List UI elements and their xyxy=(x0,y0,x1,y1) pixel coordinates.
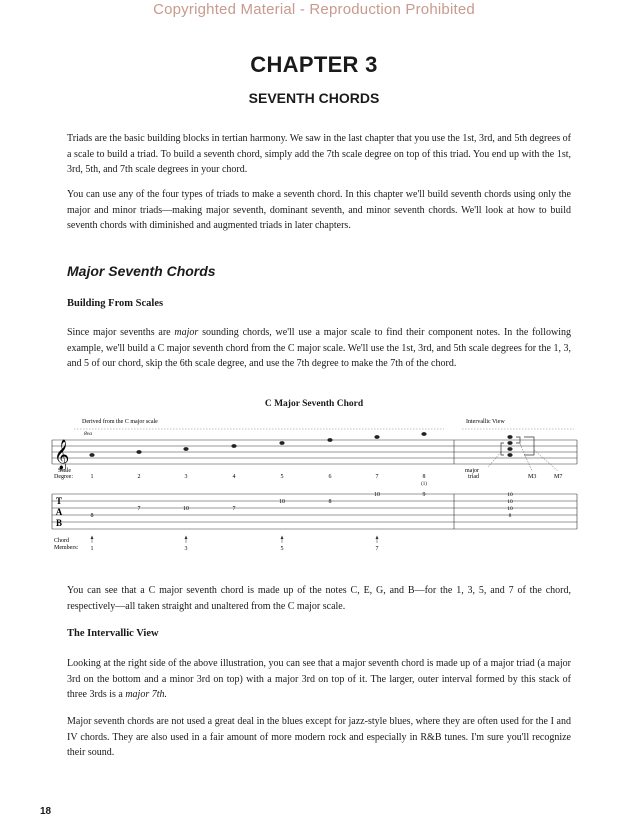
scale-degree-label-2: Degree: xyxy=(54,474,73,480)
treble-staff xyxy=(52,440,577,464)
major-triad-label-2: triad xyxy=(468,474,479,480)
tab-fret: 8 xyxy=(328,499,332,505)
scales-text-a: Since major sevenths are xyxy=(67,327,175,338)
tab-fret: 7 xyxy=(137,506,141,512)
tab-letter-t: T xyxy=(55,496,63,506)
chord-member-arrowheads xyxy=(91,536,379,540)
chord-member: 3 xyxy=(184,546,188,552)
tab-fret: 10 xyxy=(183,506,189,512)
tab-fret: 8 xyxy=(90,513,94,519)
scale-degree: 2 xyxy=(137,474,141,480)
tab-chord-fret: 10 xyxy=(507,492,513,498)
major-triad-label-1: major xyxy=(465,468,479,474)
triad-pointer xyxy=(488,452,501,467)
tab-chord-fret: 8 xyxy=(508,513,512,519)
m7-pointer xyxy=(534,450,558,471)
intervallic-label: Intervallic View xyxy=(466,419,505,425)
scale-degree: 8 xyxy=(422,474,426,480)
tab-fret: 7 xyxy=(232,506,236,512)
tab-clef xyxy=(56,496,63,528)
chapter-title: CHAPTER 3 xyxy=(250,52,378,77)
chord-member: 1 xyxy=(90,546,94,552)
scale-degree-label-1: Scale xyxy=(58,468,71,474)
intro-paragraph-2: You can use any of the four types of triads to make a seventh chord. In this chapter we'll build seventh chords using only the major and minor triads—making major seventh, dominant seventh, and minor seventh chords. We'll look at how to build seventh chords with diminished and augmented triads in later chapters. xyxy=(67,189,571,232)
scales-paragraph xyxy=(67,325,571,372)
tab-chord-fret: 10 xyxy=(507,499,513,505)
tab-fret: 10 xyxy=(374,492,380,498)
scale-degree: 6 xyxy=(328,474,332,480)
octave-note: (1) xyxy=(421,482,427,487)
derived-label: Derived from the C major scale xyxy=(82,419,158,425)
page-number: 18 xyxy=(40,806,52,817)
tab-fret: 9 xyxy=(422,492,426,498)
tab-letter-b: B xyxy=(55,518,63,528)
ottava-label: 8va xyxy=(84,431,92,437)
tab-chord-fret: 10 xyxy=(507,506,513,512)
intervallic-text-a: Looking at the right side of the above illustration, you can see that a major seventh chord is made up of a major triad (a major 3rd on the bottom and a minor 3rd on top) with a major 3rd on top of it. The larger, outer interval formed by this stack of three 3rds is a xyxy=(67,658,571,701)
triad-bracket xyxy=(501,443,504,455)
tab-letter-a: A xyxy=(55,507,63,517)
treble-clef-icon: 𝄞 xyxy=(54,440,70,469)
chord-members-label-2: Members: xyxy=(54,545,79,551)
copyright-watermark: Copyrighted Material - Reproduction Prohibited xyxy=(153,1,475,18)
chapter-subtitle: SEVENTH CHORDS xyxy=(248,90,380,106)
tab-staff xyxy=(52,494,577,529)
scale-notes xyxy=(89,432,426,457)
chord-member: 7 xyxy=(375,546,379,552)
scales-text-b: sounding chords, we'll use a major scale to find their component notes. In the following example, we'll build a C major seventh chord from the C major scale. We'll use the 1st, 3rd, and 5th scale degrees for the 1, 3, and 5 of our chord, skip the 6th scale degree, and use the 7th degree to make the 7th of the chord. xyxy=(67,327,571,370)
chord-notes-paragraph: You can see that a C major seventh chord is made up of the notes C, E, G, and B—for the 1, 3, 5, and 7 of the chord, respectively—all taken straight and unaltered from the C major scale. xyxy=(67,585,571,612)
chord-member-numbers xyxy=(91,546,379,552)
scale-degree: 4 xyxy=(232,474,236,480)
intervallic-emphasis: major 7th. xyxy=(125,689,167,701)
subheading-building-from-scales: Building From Scales xyxy=(67,298,164,309)
intervallic-paragraph xyxy=(67,656,571,703)
figure-title: C Major Seventh Chord xyxy=(264,399,364,409)
scale-degree-numbers xyxy=(91,474,426,480)
chord-members-label-1: Chord xyxy=(54,538,69,544)
m7-label: M7 xyxy=(554,474,563,480)
scale-degree: 5 xyxy=(280,474,284,480)
intro-paragraph-1: Triads are the basic building blocks in tertian harmony. We saw in the last chapter that you use the 1st, 3rd, and 5th degrees of a scale to build a triad. To build a seventh chord, simply add the 7th scale degree on top of this triad. You end up with the 1st, 3rd, 5th, and 7th scale degrees in your chord. xyxy=(67,133,571,176)
m3-pointer xyxy=(520,444,532,471)
scale-degree: 3 xyxy=(184,474,188,480)
scale-degree: 1 xyxy=(90,474,94,480)
subheading-intervallic-view: The Intervallic View xyxy=(67,628,159,639)
music-notation-diagram xyxy=(44,412,584,562)
chord-member: 5 xyxy=(280,546,284,552)
scale-degree: 7 xyxy=(375,474,379,480)
scales-emphasis: major xyxy=(174,327,199,338)
usage-paragraph: Major seventh chords are not used a great deal in the blues except for jazz-style blues, where they are often used for the I and IV chords. They are also used in a fair amount of more modern rock and especially in R&B tunes. I'm sure you'll recognize their sound. xyxy=(67,716,571,759)
tab-fret: 10 xyxy=(279,499,285,505)
section-heading-major-seventh: Major Seventh Chords xyxy=(67,263,216,279)
chord-member-arrows xyxy=(92,537,377,543)
m3-label: M3 xyxy=(528,474,537,480)
